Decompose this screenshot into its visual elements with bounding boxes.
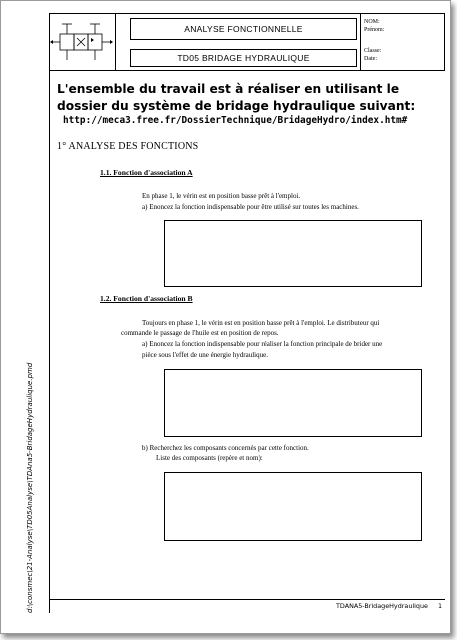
classe-label: Classe: — [364, 48, 382, 54]
footer — [336, 602, 442, 610]
part-b-question-a-line2: pièce sous l'effet de une énergie hydraulique. — [142, 351, 268, 359]
header-block — [49, 13, 445, 71]
file-path-side-label: d:\consmec\21-Analyse\TD05Analyse\TDAna5-BridageHydraulique.pmd — [26, 362, 34, 613]
part-a-title: 1.1. Fonction d'association A — [100, 168, 193, 177]
page-number: 1 — [438, 602, 443, 610]
document-subtitle: TD05 BRIDAGE HYDRAULIQUE — [130, 49, 357, 67]
left-margin-line — [49, 13, 50, 613]
part-b-question-b-line1: b) Recherchez les composants concernés par cette fonction. — [142, 444, 309, 452]
hydraulic-symbol-icon — [50, 14, 115, 70]
footer-divider — [49, 599, 445, 600]
part-a-question-a: a) Enoncez la fonction indispensable pour être utilisé sur toutes les machines. — [142, 203, 359, 211]
answer-box-part-b-a[interactable] — [164, 369, 422, 437]
section-title: 1° ANALYSE DES FONCTIONS — [57, 141, 199, 152]
part-b-title: 1.2. Fonction d'association B — [100, 294, 193, 303]
part-b-question-b-line2: Liste des composants (repère et nom): — [156, 454, 263, 462]
date-label: Date: — [364, 56, 377, 62]
student-info-column — [360, 14, 445, 70]
part-b-question-a-line1: a) Enoncez la fonction indispensable pour réaliser la fonction principale de brider une — [142, 340, 383, 348]
document-title: ANALYSE FONCTIONNELLE — [130, 18, 357, 40]
nom-label: NOM: — [364, 19, 380, 25]
part-b-intro-line1: Toujours en phase 1, le vérin est en position basse prêt à l'emploi. Le distributeur qui — [142, 319, 380, 327]
prenom-label: Prénom: — [364, 27, 385, 33]
logo-cell — [50, 14, 116, 70]
part-a-line1: En phase 1, le vérin est en position basse prêt à l'emploi. — [142, 192, 301, 200]
part-b-intro-line2: commande le passage de l'huile est en position de repos. — [121, 329, 279, 337]
dossier-url: http://meca3.free.fr/DossierTechnique/BridageHydro/index.htm# — [63, 115, 408, 126]
answer-box-part-a[interactable] — [164, 220, 422, 287]
footer-document-name: TDANA5-BridageHydraulique — [336, 602, 428, 610]
answer-box-part-b-b[interactable] — [164, 472, 422, 541]
intro-text: L'ensemble du travail est à réaliser en utilisant le dossier du système de bridage hydraulique suivant: — [57, 82, 416, 113]
